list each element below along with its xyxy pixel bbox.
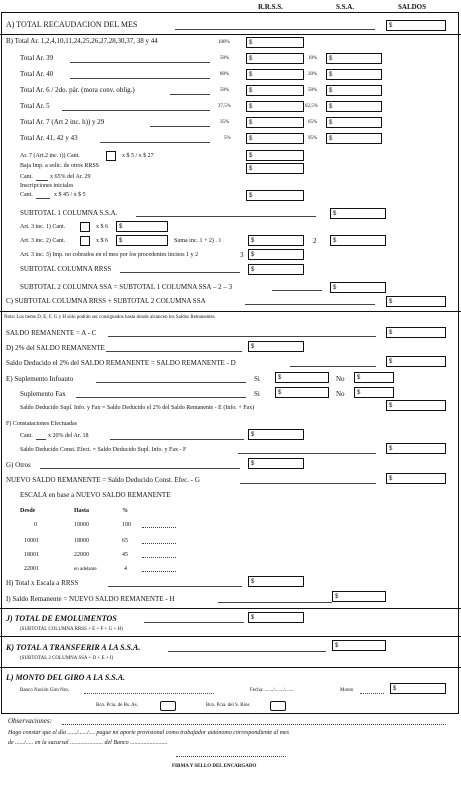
art3-3-marker: 3 (240, 251, 244, 259)
sec-k-label: K) TOTAL A TRANSFERIR A LA S.S.A. (6, 643, 141, 652)
header-saldos: SALDOS (398, 3, 427, 11)
sec-a-saldo-field[interactable]: $ (386, 20, 446, 31)
art3-suma: Suma inc. 1 + 2) . 1 (174, 238, 222, 244)
insc-calc: x $ 45 / x $ 5 (54, 192, 86, 198)
row-label: Total Ar. 41, 42 y 43 (20, 134, 78, 142)
sec-f-saldo-field[interactable]: $ (386, 443, 446, 454)
leader-line (150, 126, 210, 127)
ar7-calc2: x 65% del Ar. 29 (50, 174, 91, 180)
leader-line (136, 216, 316, 217)
row-ssa-field[interactable]: $ (326, 69, 382, 80)
art3-suma-field[interactable]: $ (248, 235, 304, 246)
escala-pct: 4 (124, 566, 127, 572)
footer-line2: de ....../..... en la sucursal ...................... del Banco ......................... (8, 740, 168, 746)
leader-line (36, 198, 50, 199)
escala-fill (142, 557, 176, 558)
firma-label: FIRMA Y SELLO DEL ENCARGADO (172, 764, 257, 769)
row-rrss-field[interactable]: $ (246, 133, 304, 144)
ar7-baja-rrss-field[interactable]: $ (246, 163, 304, 174)
sec-g-saldo-field[interactable]: $ (386, 473, 446, 484)
sec-f-rrss-field[interactable]: $ (248, 429, 304, 440)
header-ssa: S.S.A. (336, 3, 355, 11)
art3-2-calc: x $ 6 (96, 238, 108, 244)
leader-line (240, 483, 376, 484)
art3-3-label: Art. 3 inc. 3) Imp. no cobrados en el mes por los procedentes incisos 1 y 2 (20, 252, 199, 258)
escala-col-desde: Desde (20, 508, 36, 514)
sec-f-label: F) Constataciones Efectuadas (6, 421, 77, 427)
sec-e-fax-no: No (336, 390, 345, 398)
leader-line (245, 304, 375, 305)
row-pct-ssa: 62,5% (305, 104, 318, 109)
leader-line (175, 29, 375, 30)
saldo-rem-label: SALDO REMANENTE = A - C (6, 329, 97, 337)
art3-2-label: Art. 3 inc. 2) Cant. (20, 238, 66, 244)
sec-j-label: J) TOTAL DE EMOLUMENTOS (6, 614, 117, 623)
sec-l-banco: Banco Nación Giro Nro. (20, 688, 70, 693)
sec-k-field[interactable]: $ (332, 640, 386, 651)
row-label: Total Ar. 40 (20, 70, 54, 78)
escala-fill (142, 571, 176, 572)
divider (0, 667, 461, 668)
leader-line (70, 62, 210, 63)
sec-b-pct: 100% (218, 40, 230, 45)
escala-pct: 65 (122, 538, 128, 544)
ar7-rrss-field[interactable]: $ (246, 150, 304, 161)
boleta-2-label: Bco. Pcia. del S. Ríos (206, 703, 250, 708)
sec-a-label: A) TOTAL RECAUDACION DEL MES (6, 20, 138, 29)
subtotal1-ssa-field[interactable]: $ (330, 208, 386, 219)
subtotal-rrss-field[interactable]: $ (248, 264, 304, 275)
sec-l-label: L) MONTO DEL GIRO A LA S.S.A. (6, 673, 126, 682)
sec-e-fax: Suplemento Fax (20, 390, 66, 398)
leader-line (144, 622, 244, 623)
row-rrss-field[interactable]: $ (246, 69, 304, 80)
subtotal-rrss-label: SUBTOTAL COLUMNA RRSS (20, 265, 112, 273)
sec-c-saldo-field[interactable]: $ (386, 296, 446, 307)
leader-line (108, 586, 242, 587)
sec-f-deducido: Saldo Deducido Const. Efect. = Saldo Deducido Supl. Info. y Fax - F (20, 447, 187, 453)
escala-desde: 0 (34, 522, 37, 528)
ar7-calc: x $ 5 / x $ 27 (122, 153, 154, 159)
subtotal2-ssa-field[interactable]: $ (330, 282, 386, 293)
divider (0, 34, 461, 35)
leader-line (290, 366, 376, 367)
obs-line (62, 724, 446, 725)
obs-label: Observaciones: (8, 717, 52, 725)
escala-fill (142, 543, 176, 544)
row-rrss-field[interactable]: $ (246, 117, 304, 128)
art3-2-marker: 2 (313, 237, 317, 245)
sec-d-rrss-field[interactable]: $ (248, 341, 304, 352)
art3-1-calc: x $ 6 (96, 224, 108, 230)
insc-title: Inscripciones iniciales (20, 183, 74, 189)
art3-3-field[interactable]: $ (248, 249, 304, 260)
leader-line (110, 439, 244, 440)
header-rrss: R.R.S.S. (258, 3, 283, 11)
escala-hasta: 18000 (74, 538, 89, 544)
leader-line (70, 78, 210, 79)
sec-e-info-no-field[interactable]: $ (354, 372, 394, 383)
sec-g-rrss-field[interactable]: $ (248, 458, 304, 469)
leader-line (272, 290, 322, 291)
row-pct-rrss: 5% (224, 136, 231, 141)
divider (0, 608, 461, 609)
escala-col-hasta: Hasta (74, 508, 89, 514)
sec-c-label: C) SUBTOTAL COLUMNA RRSS + SUBTOTAL 2 COLUMNA SSA (6, 297, 206, 305)
row-label: Total Ar. 7 (Art 2 inc. h)) y 29 (20, 118, 105, 126)
row-pct-rrss: 37,5% (218, 104, 231, 109)
leader-line (106, 351, 242, 352)
ar7-baja-label: Baja Imp. a solic. de otros RRSS (20, 163, 99, 169)
sec-d-label: D) 2% del SALDO REMANENTE (6, 344, 105, 352)
leader-line (36, 439, 46, 440)
row-rrss-field[interactable]: $ (246, 85, 304, 96)
row-label: Total Ar. 5 (20, 102, 50, 110)
row-rrss-field[interactable]: $ (246, 101, 304, 112)
art3-1-cant-field[interactable] (80, 222, 90, 232)
leader-line (36, 180, 48, 181)
escala-hasta: 10000 (74, 522, 89, 528)
sec-l-monto: Monto (340, 688, 354, 693)
sec-e-saldo-field[interactable]: $ (386, 400, 446, 411)
escala-desde: 22001 (24, 566, 39, 572)
sec-e-info-si-field[interactable]: $ (275, 372, 329, 383)
leader-line (76, 397, 246, 398)
row-ssa-field[interactable]: $ (326, 53, 382, 64)
escala-col-pct: % (122, 508, 128, 514)
escala-hasta: en adelante (74, 567, 97, 572)
escala-fill (142, 527, 176, 528)
row-ssa-field[interactable]: $ (326, 117, 382, 128)
sec-b-label: B) Total Ar. 1,2,4,10,11,24,25,26,27,28,30,37, 38 y 44 (6, 37, 158, 45)
ar7-label: Ar. 7 (Art.2 inc. i)) Cant. (20, 153, 80, 159)
insc-cant-label: Cant. (20, 192, 33, 198)
leader-line (96, 382, 246, 383)
sec-e-fax-si: Si (254, 390, 260, 398)
note-text: Nota: Los items D, E, F, G y H sólo podrán ser consignados hasta donde alcancen los Saldos Remanentes (4, 315, 215, 320)
row-pct-rrss: 80% (220, 72, 230, 77)
footer-line1: Hago constar que el día ....../....../.... pague mi aporte provisional como trabajador autónomo correspondiente al mes (8, 730, 290, 736)
sec-e-no: No (336, 375, 345, 383)
art3-2-cant-field[interactable] (80, 236, 90, 246)
leader-line (62, 110, 210, 111)
row-pct-rrss: 35% (220, 120, 230, 125)
row-pct-ssa: 50% (308, 88, 318, 93)
row-pct-ssa: 95% (308, 136, 318, 141)
row-ssa-field[interactable]: $ (326, 85, 382, 96)
monto-dots (360, 693, 384, 694)
row-label: Total Ar. 39 (20, 54, 54, 62)
escala-hasta: 22000 (74, 552, 89, 558)
divider (0, 636, 461, 637)
escala-pct: 100 (122, 522, 131, 528)
sec-f-calc: x 20% del Ar. 18 (48, 433, 89, 439)
subtotal1-label: SUBTOTAL 1 COLUMNA S.S.A. (20, 209, 118, 217)
ar7-cant-label: Cant. (20, 174, 33, 180)
escala-pct: 45 (122, 552, 128, 558)
divider (0, 311, 461, 312)
sec-l-fecha: Fecha: ......./......./....... (250, 688, 294, 693)
sec-k-sub: (SUBTOTAL 2 COLUMNA SSA + D + E + I) (20, 656, 114, 661)
row-pct-rrss: 50% (220, 56, 230, 61)
art3-1-label: Art. 3 inc. 1) Cant. (20, 224, 66, 230)
escala-desde: 10001 (24, 538, 39, 544)
insc-rrss-field[interactable]: $ (246, 190, 304, 201)
ar7-cant-field[interactable] (106, 151, 116, 161)
leader-line (238, 453, 376, 454)
sec-e-deducido: Saldo Deducido Supl. Info. y Fax = Saldo Deducido el 2% del Saldo Remanente - E (Info. + Fax) (20, 405, 255, 411)
row-pct-ssa: 65% (308, 120, 318, 125)
sec-e-fax-no-field[interactable]: $ (354, 387, 394, 398)
row-rrss-field[interactable]: $ (246, 53, 304, 64)
art3-2-field[interactable]: $ (116, 235, 168, 246)
leader-line (170, 94, 210, 95)
sec-e-si: Si (254, 375, 260, 383)
row-pct-rrss: 50% (220, 88, 230, 93)
firma-line (176, 756, 286, 757)
sec-i-label: I) Saldo Remanente = NUEVO SALDO REMANENTE - H (6, 595, 175, 603)
leader-line (218, 602, 332, 603)
sec-d-saldo-field[interactable]: $ (386, 356, 446, 367)
leader-line (108, 336, 376, 337)
row-label: Total Ar. 6 / 2do. pár. (mora conv. oblig.) (20, 86, 135, 94)
art3-1-field[interactable]: $ (116, 221, 168, 232)
boleta-1-label: Bco. Pcia. de Bs. As. (96, 703, 138, 708)
leader-line (120, 272, 240, 273)
saldo-rem-field[interactable]: $ (386, 327, 446, 338)
leader-line (40, 468, 240, 469)
row-ssa-field[interactable]: $ (326, 133, 382, 144)
row-ssa-field[interactable]: $ (326, 101, 382, 112)
sec-h-label: H) Total x Escala a RRSS (6, 579, 79, 587)
sec-d-deducido: Saldo Deducido el 2% del SALDO REMANENTE = SALDO REMANENTE - D (6, 359, 236, 367)
sec-e-fax-si-field[interactable]: $ (275, 387, 329, 398)
sec-l-monto-field[interactable]: $ (390, 683, 446, 694)
sec-i-ssa-field[interactable]: $ (332, 591, 386, 602)
boleta-2-checkbox[interactable] (270, 701, 286, 711)
banco-dots (84, 693, 214, 694)
row-pct-ssa: 20% (308, 72, 318, 77)
sec-g-nuevo: NUEVO SALDO REMANENTE = Saldo Deducido Const. Efec. - G (6, 476, 200, 484)
sec-j-sub: (SUBTOTAL COLUMNA RRSS + E + F + G + H) (20, 627, 123, 632)
leader-line (168, 651, 326, 652)
art3-2-ssa-field[interactable]: $ (330, 235, 386, 246)
leader-line (100, 142, 210, 143)
sec-g-label: G) Otros (6, 461, 31, 469)
sec-e-label: E) Suplemento Infoauto (6, 375, 74, 383)
escala-title: ESCALA en base a NUEVO SALDO REMANENTE (20, 491, 171, 499)
sec-h-rrss-field[interactable]: $ (248, 576, 304, 587)
escala-desde: 18001 (24, 552, 39, 558)
row-pct-ssa: 10% (308, 56, 318, 61)
sec-f-cant-label: Cant. (20, 433, 33, 439)
sec-b-rrss-field[interactable]: $ (246, 37, 304, 48)
subtotal2-label: SUBTOTAL 2 COLUMNA SSA = SUBTOTAL 1 COLUMNA SSA – 2 – 3 (20, 283, 233, 291)
boleta-1-checkbox[interactable] (160, 701, 176, 711)
sec-j-field[interactable]: $ (248, 612, 304, 623)
